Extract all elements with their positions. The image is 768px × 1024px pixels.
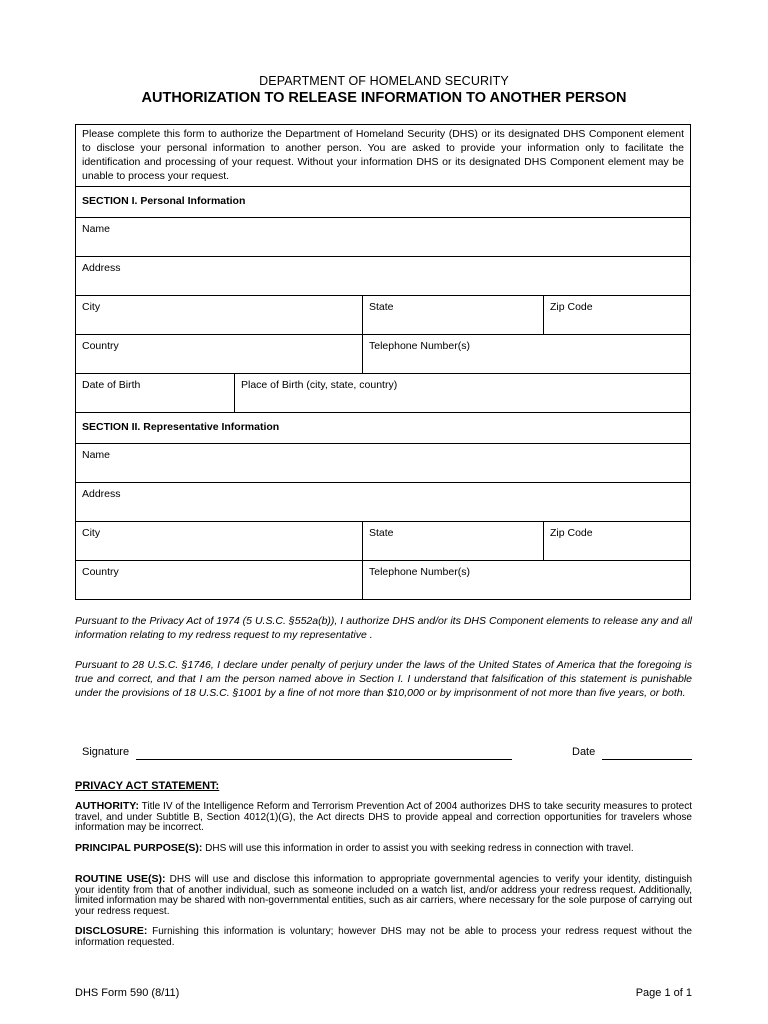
s2-city-row: [76, 521, 690, 560]
purpose-text: DHS will use this information in order to assist you with seeking redress in connection with travel.: [202, 843, 634, 854]
s1-city-field[interactable]: [76, 296, 362, 334]
s2-state-field[interactable]: [362, 522, 543, 560]
agency-name: DEPARTMENT OF HOMELAND SECURITY: [259, 74, 509, 88]
s1-address-row: [76, 256, 690, 295]
authority-label: AUTHORITY:: [75, 800, 139, 812]
s1-country-field[interactable]: [76, 335, 362, 373]
section-2-header: [76, 412, 690, 443]
s2-country-field[interactable]: [76, 561, 362, 599]
signature-line[interactable]: [136, 759, 512, 760]
s2-name-label: Name: [82, 449, 111, 461]
authority-text: Title IV of the Intelligence Reform and Terrorism Prevention Act of 2004 authorizes DHS to take security measures to protect travel, and under Subtitle B, Section 4012(1)(G), the Act directs DHS to provide appeal and correction opportunities for travelers whose information may be incorrect.: [75, 801, 692, 833]
intro-text: Please complete this form to authorize the Department of Homeland Security (DHS) or its designated DHS Component element to disclose your personal information to another person. You are asked to provide your information only to facilitate the identification and processing of your request. Without your information DHS or its designated DHS Component element may be unable to process your request.: [82, 128, 684, 182]
routine-uses-text: DHS will use and disclose this information to appropriate governmental agencies to verify your identity, distinguish your identity from that of another individual, such as someone included on a watch list, and/or address your redress request. Additionally, limited information may be shared with non-governmental entities, such as air carriers, where necessary for the sole purpose of carrying out your redress request.: [75, 874, 693, 917]
privacy-authorization-text: Pursuant to the Privacy Act of 1974 (5 U.S.C. §552a(b)), I authorize DHS and/or its DHS Component elements to release any and all information relating to my redress request to my representative .: [75, 615, 692, 641]
date-label: Date: [572, 746, 596, 758]
s1-city-row: [76, 295, 690, 334]
s2-address-field[interactable]: [76, 483, 690, 521]
s1-zip-field[interactable]: [543, 296, 690, 334]
s1-state-field[interactable]: [362, 296, 543, 334]
s1-phone-label: Telephone Number(s): [369, 340, 470, 352]
s1-name-field[interactable]: [76, 218, 690, 256]
s1-birth-row: [76, 373, 690, 412]
disclosure-label: DISCLOSURE:: [75, 925, 148, 937]
s2-city-field[interactable]: [76, 522, 362, 560]
date-line[interactable]: [602, 759, 692, 760]
s2-zip-label: Zip Code: [550, 527, 593, 539]
purpose-label: PRINCIPAL PURPOSE(S):: [75, 842, 203, 854]
disclosure-text: Furnishing this information is voluntary; however DHS may not be able to process your redress request without the information requested.: [75, 926, 692, 948]
s2-phone-field[interactable]: [362, 561, 690, 599]
s2-phone-label: Telephone Number(s): [369, 566, 470, 578]
privacy-statement-heading: PRIVACY ACT STATEMENT:: [75, 780, 220, 792]
s1-dob-label: Date of Birth: [82, 379, 141, 391]
s2-address-label: Address: [82, 488, 121, 500]
s2-state-label: State: [369, 527, 394, 539]
s1-zip-label: Zip Code: [550, 301, 593, 313]
page-number: Page 1 of 1: [635, 987, 692, 999]
s2-zip-field[interactable]: [543, 522, 690, 560]
routine-uses-label: ROUTINE USE(S):: [75, 873, 166, 885]
intro-row: [76, 125, 690, 186]
authority-paragraph: [75, 801, 692, 834]
s1-state-label: State: [369, 301, 394, 313]
s1-address-field[interactable]: [76, 257, 690, 295]
s2-name-row: [76, 443, 690, 482]
form-number: DHS Form 590 (8/11): [75, 987, 180, 999]
s2-country-label: Country: [82, 566, 119, 578]
s1-country-label: Country: [82, 340, 119, 352]
s2-name-field[interactable]: [76, 444, 690, 482]
s2-address-row: [76, 482, 690, 521]
s1-address-label: Address: [82, 262, 121, 274]
routine-uses-paragraph: [75, 874, 692, 917]
purpose-paragraph: [75, 843, 692, 855]
s1-country-row: [76, 334, 690, 373]
s1-dob-field[interactable]: [76, 374, 234, 412]
form-title: AUTHORIZATION TO RELEASE INFORMATION TO ANOTHER PERSON: [141, 90, 627, 106]
s1-phone-field[interactable]: [362, 335, 690, 373]
s1-pob-field[interactable]: [234, 374, 690, 412]
section-2-title: SECTION II. Representative Information: [82, 421, 280, 433]
s1-pob-label: Place of Birth (city, state, country): [241, 379, 398, 391]
s2-country-row: [76, 560, 690, 599]
section-1-header: [76, 186, 690, 217]
signature-label: Signature: [82, 746, 130, 758]
authorization-form: [75, 124, 691, 600]
section-1-title: SECTION I. Personal Information: [82, 195, 246, 207]
perjury-declaration-text: Pursuant to 28 U.S.C. §1746, I declare under penalty of perjury under the laws of the United States of America that the foregoing is true and correct, and that I am the person named above in Section I. I understand that falsification of this statement is punishable under the provisions of 18 U.S.C. §1001 by a fine of not more than $10,000 or by imprisonment of not more than five years, or both.: [75, 659, 692, 699]
s1-name-row: [76, 217, 690, 256]
s1-city-label: City: [82, 301, 101, 313]
disclosure-paragraph: [75, 926, 692, 948]
s1-name-label: Name: [82, 223, 111, 235]
s2-city-label: City: [82, 527, 101, 539]
